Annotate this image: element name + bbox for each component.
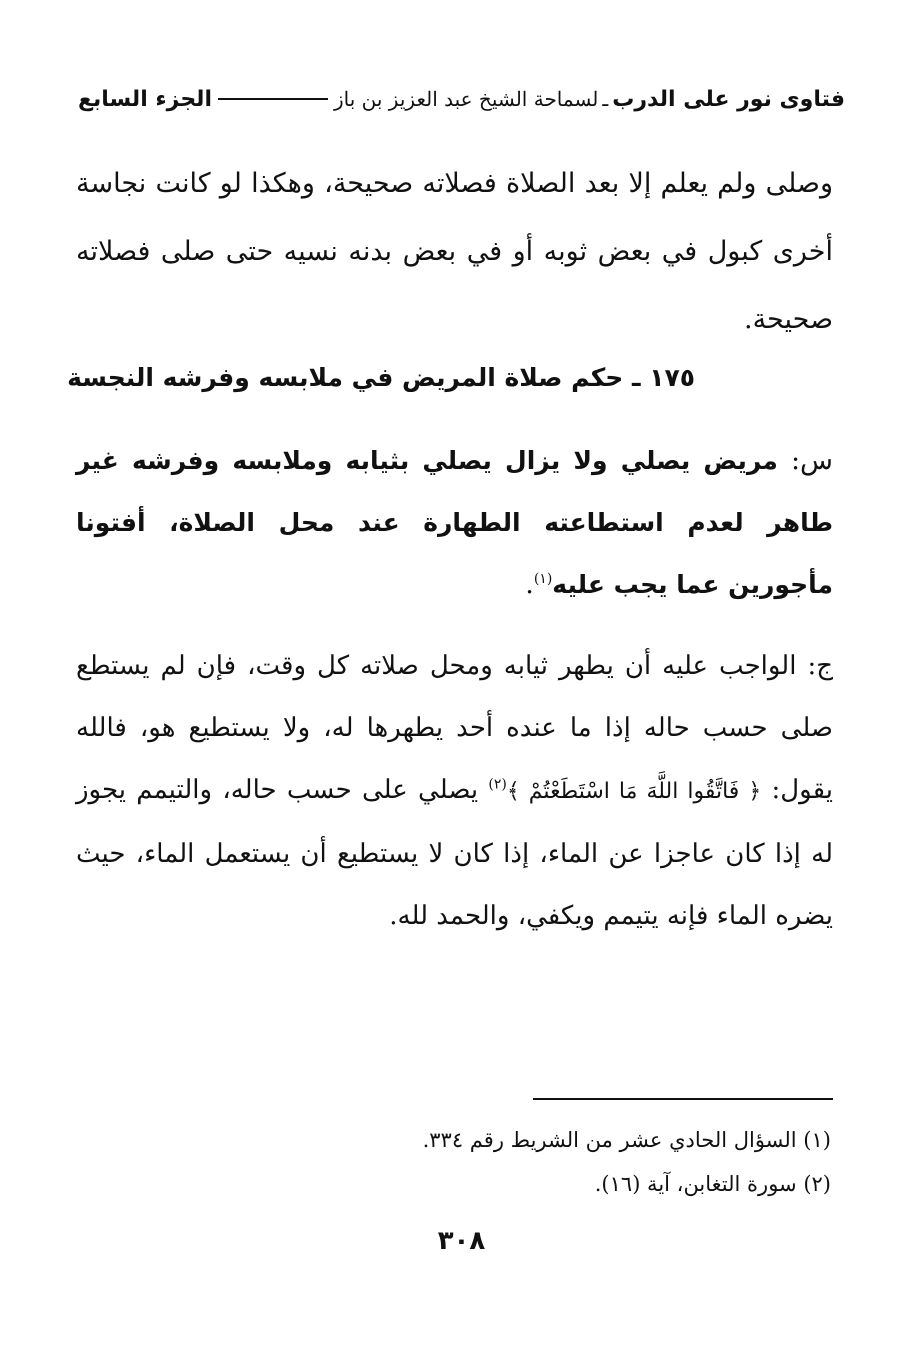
quran-verse: ﴿ فَاتَّقُوا اللَّهَ مَا اسْتَطَعْتُمْ ﴾ <box>506 779 762 804</box>
question-text: مريض يصلي ولا يزال يصلي بثيابه وملابسه وفرشه غير طاهر لعدم استطاعته الطهارة عند محل الصلاة، أفتونا مأجورين عما يجب عليه <box>76 446 833 599</box>
footnote-rule <box>533 1098 833 1100</box>
footnotes <box>76 1118 831 1206</box>
running-header <box>78 82 845 116</box>
question-end: . <box>525 569 534 600</box>
footnote-1: (١) السؤال الحادي عشر من الشريط رقم ٣٣٤. <box>422 1128 831 1152</box>
answer-label: ج: <box>807 651 834 681</box>
book-title: فتاوى نور على الدرب <box>612 86 845 112</box>
answer-block <box>76 635 833 947</box>
footnote-ref-2: (٢) <box>488 776 507 793</box>
paragraph-continuation: وصلى ولم يعلم إلا بعد الصلاة فصلاته صحيحة، وهكذا لو كانت نجاسة أخرى كبول في بعض ثوبه أو في بعض بدنه نسيه حتى صلى فصلاته صحيحة. <box>76 168 833 335</box>
answer-text-part2: يصلي على حسب حاله، والتيمم يجوز له إذا كان عاجزا عن الماء، إذا كان لا يستطيع أن يستعمل الماء، حيث يضره الماء فإنه يتيمم ويكفي، والحمد لله. <box>76 775 833 931</box>
header-separator: ـ <box>602 87 609 111</box>
author-name: لسماحة الشيخ عبد العزيز بن باز <box>333 87 599 111</box>
question-label: س: <box>790 445 833 476</box>
footnote-2: (٢) سورة التغابن، آية (١٦). <box>594 1172 831 1196</box>
part-label: الجزء السابع <box>78 86 212 112</box>
footnote-ref-1: (١) <box>533 571 553 587</box>
page-number: ٣٠٨ <box>437 1226 486 1256</box>
header-rule <box>218 98 328 100</box>
section-heading: ١٧٥ ـ حكم صلاة المريض في ملابسه وفرشه النجسة <box>67 362 695 392</box>
question-block <box>76 430 833 616</box>
answer-text-part1: الواجب عليه أن يطهر ثيابه ومحل صلاته كل وقت، فإن لم يستطع صلى حسب حاله إذا ما عنده أحد يطهرها له، ولا يستطيع هو، فالله يقول: <box>76 651 834 805</box>
